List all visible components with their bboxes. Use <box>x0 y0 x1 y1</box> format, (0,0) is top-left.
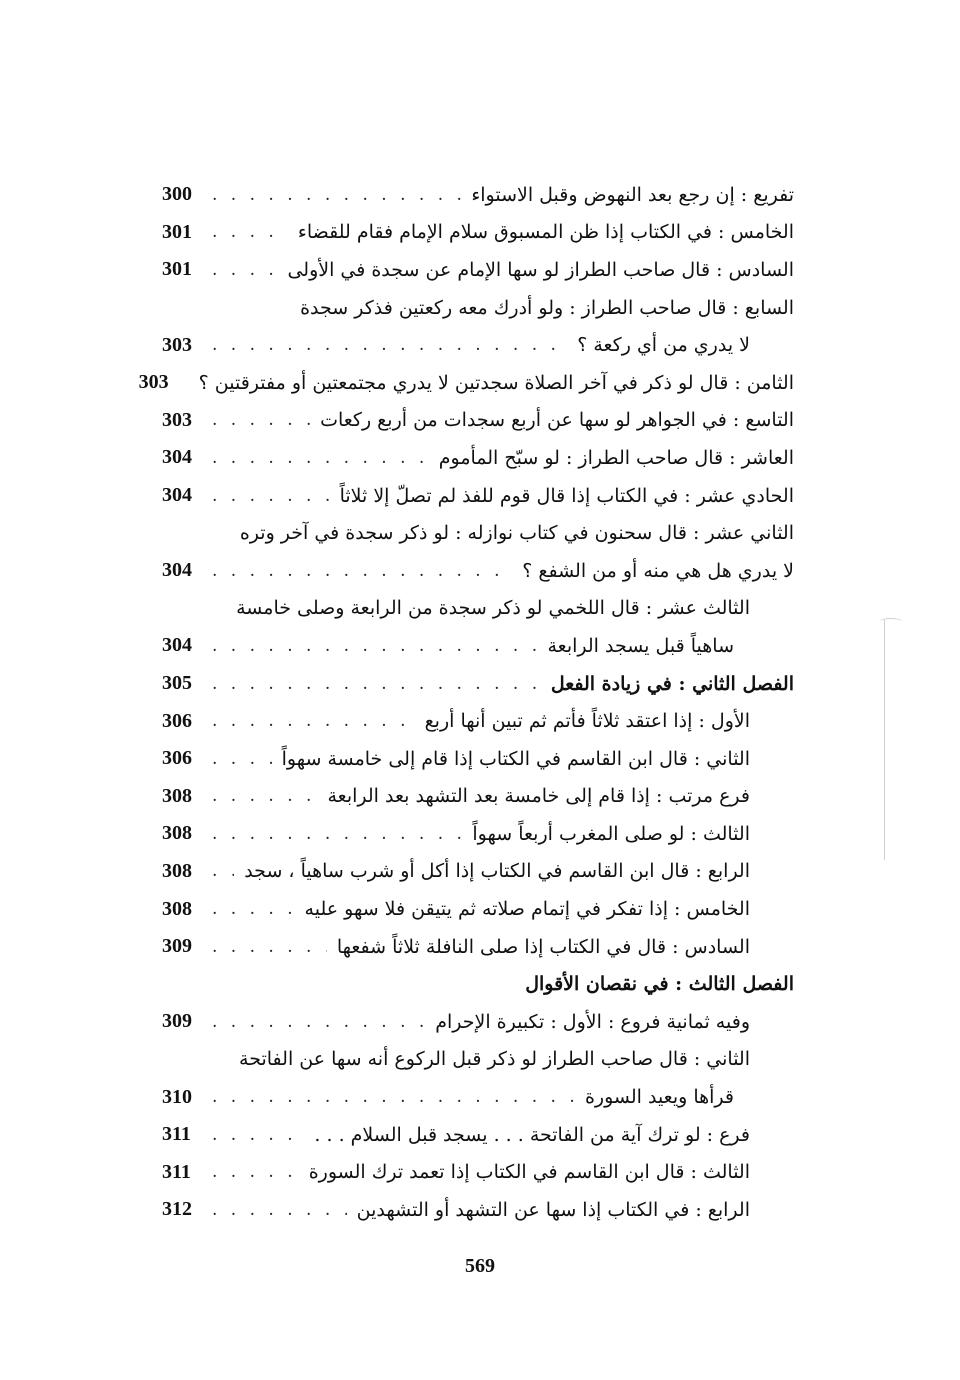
toc-entry <box>162 815 794 853</box>
entry-title: الخامس : في الكتاب إذا ظن المسبوق سلام الإمام فقام للقضاء <box>297 221 794 244</box>
toc-chapter-heading <box>162 965 794 1003</box>
toc-chapter-heading <box>162 665 794 703</box>
dot-leader <box>212 486 330 506</box>
entry-title: الرابع : قال ابن القاسم في الكتاب إذا أكل أو شرب ساهياً ، سجد <box>244 860 750 883</box>
entry-page: 310 <box>162 1085 192 1108</box>
entry-page: 305 <box>162 672 192 695</box>
toc-entry <box>162 176 794 214</box>
toc-entry <box>138 364 794 402</box>
toc-entry <box>162 402 794 440</box>
entry-page: 308 <box>162 784 192 807</box>
toc-entry <box>162 740 794 778</box>
entry-title: الثامن : قال لو ذكر في آخر الصلاة سجدتين لا يدري مجتمعتين أو مفترقتين ؟ <box>198 371 794 394</box>
entry-title: التاسع : في الجواهر لو سها عن أربع سجدات من أربع ركعات <box>320 409 794 432</box>
entry-title: الثالث : قال ابن القاسم في الكتاب إذا تعمد ترك السورة <box>308 1161 750 1184</box>
entry-page: 309 <box>162 935 192 958</box>
toc-entry <box>162 928 794 966</box>
dot-leader <box>212 561 512 581</box>
entry-page: 304 <box>162 484 192 507</box>
toc-entry <box>162 477 794 515</box>
page-number: 569 <box>465 1255 495 1277</box>
table-of-contents <box>138 176 794 1229</box>
entry-page: 306 <box>162 747 192 770</box>
entry-page: 303 <box>162 333 192 356</box>
dot-leader <box>212 899 295 919</box>
toc-entry <box>162 251 794 289</box>
dot-leader <box>212 674 541 694</box>
dot-leader <box>212 410 310 430</box>
toc-entry-continuation <box>162 552 794 590</box>
entry-title: الثالث عشر : قال اللخمي لو ذكر سجدة من الرابعة وصلى خامسة <box>236 597 750 620</box>
entry-title: الحادي عشر : في الكتاب إذا قال قوم للفذ لم تصلّ إلا ثلاثاً <box>339 484 794 507</box>
entry-page: 301 <box>162 220 192 243</box>
toc-entry <box>162 890 794 928</box>
entry-title: وفيه ثمانية فروع : الأول : تكبيرة الإحرام <box>435 1010 750 1033</box>
dot-leader <box>212 636 537 656</box>
toc-entry <box>162 702 794 740</box>
dot-leader <box>212 222 288 242</box>
dot-leader <box>212 335 567 355</box>
entry-page: 304 <box>162 446 192 469</box>
toc-entry <box>162 1003 794 1041</box>
dot-leader <box>212 185 461 205</box>
dot-leader <box>212 824 462 844</box>
entry-title: الرابع : في الكتاب إذا سها عن التشهد أو التشهدين <box>356 1198 750 1221</box>
entry-title: تفريع : إن رجع بعد النهوض وقبل الاستواء <box>471 183 794 206</box>
dot-leader <box>212 1125 304 1145</box>
entry-title: قرأها ويعيد السورة <box>584 1086 734 1109</box>
toc-entry-continuation <box>162 1078 794 1116</box>
toc-entry <box>162 1153 794 1191</box>
toc-entry-continuation <box>162 627 794 665</box>
entry-title: السادس : قال صاحب الطراز لو سها الإمام عن سجدة في الأولى <box>287 258 794 281</box>
entry-title: لا يدري هل هي منه أو من الشفع ؟ <box>522 559 794 582</box>
entry-page: 311 <box>162 1123 191 1146</box>
entry-page: 309 <box>162 1010 192 1033</box>
entry-page: 308 <box>162 822 192 845</box>
entry-title: الثاني : قال صاحب الطراز لو ذكر قبل الركوع أنه سها عن الفاتحة <box>239 1048 750 1071</box>
entry-page: 311 <box>162 1160 191 1183</box>
toc-entry <box>162 1191 794 1229</box>
toc-entry <box>162 514 794 552</box>
dot-leader <box>212 260 277 280</box>
entry-page: 308 <box>162 897 192 920</box>
entry-title: الثالث : لو صلى المغرب أربعاً سهواً <box>472 822 750 845</box>
entry-title: الثاني عشر : قال سحنون في كتاب نوازله : لو ذكر سجدة في آخر وتره <box>239 522 794 545</box>
entry-page: 301 <box>162 258 192 281</box>
dot-leader <box>212 1200 347 1220</box>
entry-title: العاشر : قال صاحب الطراز : لو سبّح المأموم <box>438 446 794 469</box>
entry-title: السابع : قال صاحب الطراز : ولو أدرك معه ركعتين فذكر سجدة <box>300 296 794 319</box>
entry-page: 304 <box>162 634 192 657</box>
entry-page: 300 <box>162 183 192 206</box>
toc-entry <box>162 1041 794 1079</box>
toc-entry <box>162 590 794 628</box>
dot-leader <box>212 937 327 957</box>
entry-page: 312 <box>162 1198 192 1221</box>
dot-leader <box>212 711 415 731</box>
entry-page: 306 <box>162 709 192 732</box>
dot-leader <box>212 749 272 769</box>
toc-entry-continuation <box>162 326 794 364</box>
entry-title: ساهياً قبل يسجد الرابعة <box>547 634 734 657</box>
entry-page: 303 <box>138 371 169 394</box>
entry-page: 303 <box>162 408 192 431</box>
dot-leader <box>212 1162 299 1182</box>
toc-entry <box>162 439 794 477</box>
entry-title: الثاني : قال ابن القاسم في الكتاب إذا قام إلى خامسة سهواً <box>281 747 750 770</box>
entry-title: الخامس : إذا تفكر في إتمام صلاته ثم يتيقن فلا سهو عليه <box>304 898 750 921</box>
dot-leader <box>212 786 317 806</box>
toc-entry <box>162 289 794 327</box>
entry-title: فرع مرتب : إذا قام إلى خامسة بعد التشهد بعد الرابعة <box>327 785 750 808</box>
entry-title: الفصل الثاني : في زيادة الفعل <box>550 672 794 695</box>
entry-title: الفصل الثالث : في نقصان الأقوال <box>525 973 794 996</box>
entry-title: لا يدري من أي ركعة ؟ <box>577 334 750 357</box>
toc-entry <box>162 1116 794 1154</box>
margin-line <box>884 620 885 860</box>
entry-title: فرع : لو ترك آية من الفاتحة . . . يسجد قبل السلام . . . <box>314 1123 750 1146</box>
entry-page: 304 <box>162 559 192 582</box>
dot-leader <box>212 1087 575 1107</box>
dot-leader <box>212 861 234 881</box>
toc-entry <box>162 853 794 891</box>
dot-leader <box>212 448 429 468</box>
toc-entry <box>162 778 794 816</box>
toc-entry <box>162 214 794 252</box>
entry-title: الأول : إذا اعتقد ثلاثاً فأتم ثم تبين أنها أربع <box>424 710 750 733</box>
entry-title: السادس : قال في الكتاب إذا صلى النافلة ثلاثاً شفعها <box>336 935 750 958</box>
dot-leader <box>212 1012 425 1032</box>
entry-page: 308 <box>162 859 192 882</box>
